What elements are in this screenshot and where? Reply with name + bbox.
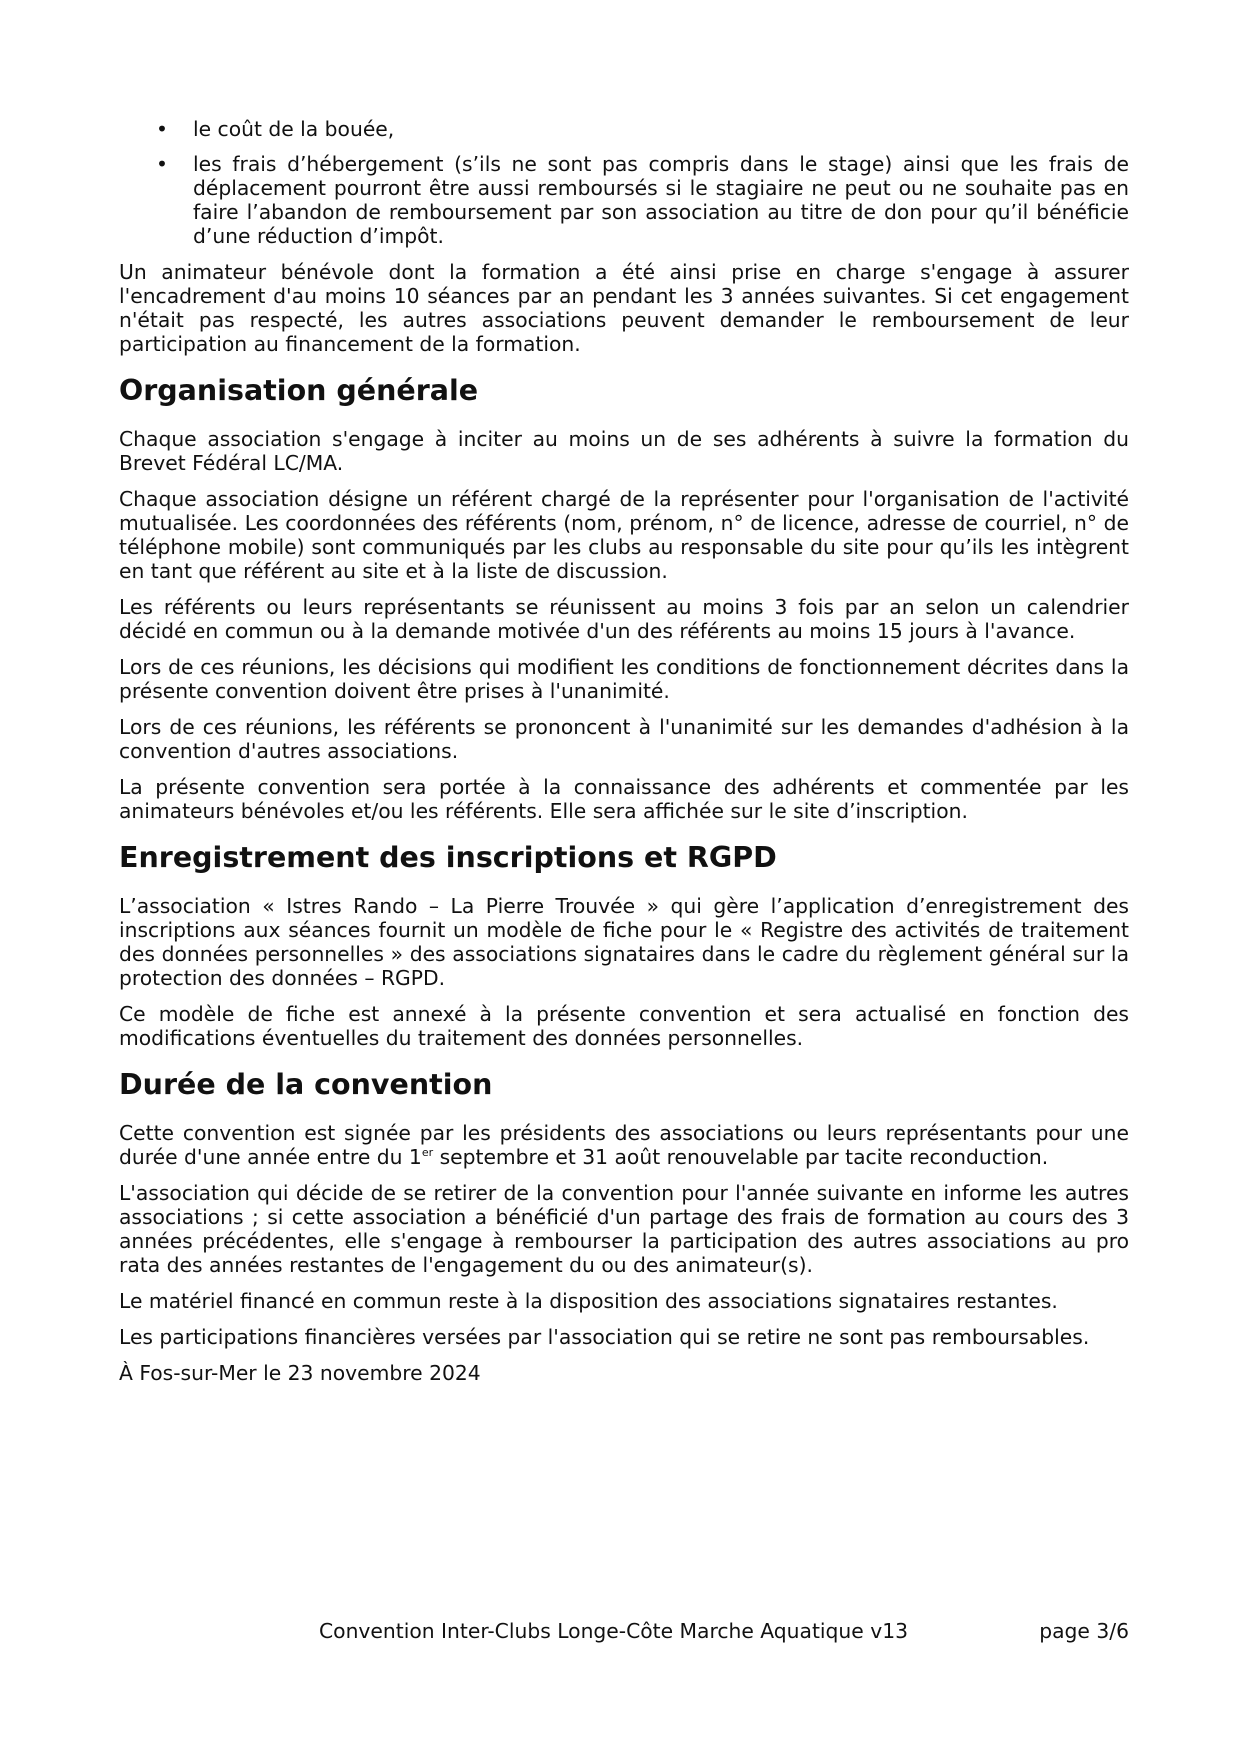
superscript: er [421,1146,434,1160]
paragraph-text: septembre et 31 août renouvelable par tacite reconduction. [433,1145,1049,1169]
bullet-text: les frais d’hébergement (s’ils ne sont pas compris dans le stage) ainsi que les frais de déplacement pourront être aussi remboursés si le stagiaire ne peut ou ne souhaite pas en faire l’abandon de remboursement par son association au titre de don pour qu’il bénéficie d’une réduction d’impôt. [193,152,1129,248]
paragraph: L'association qui décide de se retirer de la convention pour l'année suivante en informe les autres associations ; si cette association a bénéficié d'un partage des frais de formation au cours des 3 années précédentes, elle s'engage à rembourser la participation des autres associations au pro rata des années restantes de l'engagement du ou des animateur(s). [119,1181,1129,1277]
footer-title: Convention Inter-Clubs Longe-Côte Marche Aquatique v13 [319,1619,909,1643]
paragraph [119,1121,1129,1169]
paragraph: Ce modèle de fiche est annexé à la présente convention et sera actualisé en fonction des modifications éventuelles du traitement des données personnelles. [119,1002,1129,1050]
bullet-icon: • [156,117,168,141]
paragraph: Le matériel financé en commun reste à la disposition des associations signataires restantes. [119,1289,1058,1313]
paragraph: L’association « Istres Rando – La Pierre Trouvée » qui gère l’application d’enregistrement des inscriptions aux séances fournit un modèle de fiche pour le « Registre des activités de traitement des données personnelles » des associations signataires dans le cadre du règlement général sur la protection des données – RGPD. [119,894,1129,990]
signature-place-date: À Fos-sur-Mer le 23 novembre 2024 [119,1361,481,1385]
section-heading-duree: Durée de la convention [119,1068,493,1101]
paragraph: Chaque association s'engage à inciter au moins un de ses adhérents à suivre la formation du Brevet Fédéral LC/MA. [119,427,1129,475]
paragraph: La présente convention sera portée à la connaissance des adhérents et commentée par les animateurs bénévoles et/ou les référents. Elle sera affichée sur le site d’inscription. [119,775,1129,823]
section-heading-rgpd: Enregistrement des inscriptions et RGPD [119,841,777,874]
list-item [119,152,1129,248]
paragraph: Lors de ces réunions, les référents se prononcent à l'unanimité sur les demandes d'adhésion à la convention d'autres associations. [119,715,1129,763]
paragraph: Chaque association désigne un référent chargé de la représenter pour l'organisation de l'activité mutualisée. Les coordonnées des référents (nom, prénom, n° de licence, adresse de courriel, n° de téléphone mobile) sont communiqués par les clubs au responsable du site pour qu’ils les intègrent en tant que référent au site et à la liste de discussion. [119,487,1129,583]
bullet-list [119,117,1129,248]
paragraph: Les référents ou leurs représentants se réunissent au moins 3 fois par an selon un calendrier décidé en commun ou à la demande motivée d'un des référents au moins 15 jours à l'avance. [119,595,1129,643]
list-item [119,117,1129,141]
bullet-icon: • [156,152,168,176]
paragraph: Lors de ces réunions, les décisions qui modifient les conditions de fonctionnement décrites dans la présente convention doivent être prises à l'unanimité. [119,655,1129,703]
bullet-text: le coût de la bouée, [193,117,395,141]
page-number: page 3/6 [1039,1619,1129,1643]
intro-paragraph: Un animateur bénévole dont la formation a été ainsi prise en charge s'engage à assurer l'encadrement d'au moins 10 séances par an pendant les 3 années suivantes. Si cet engagement n'était pas respecté, les autres associations peuvent demander le remboursement de leur participation au financement de la formation. [119,260,1129,356]
section-heading-organisation: Organisation générale [119,374,479,407]
paragraph-text: Cette convention est signée par les présidents des associations ou leurs représentants pour une durée d'une année entre du 1 [119,1121,1129,1169]
paragraph: Les participations financières versées par l'association qui se retire ne sont pas remboursables. [119,1325,1090,1349]
document-body [119,117,1129,1397]
